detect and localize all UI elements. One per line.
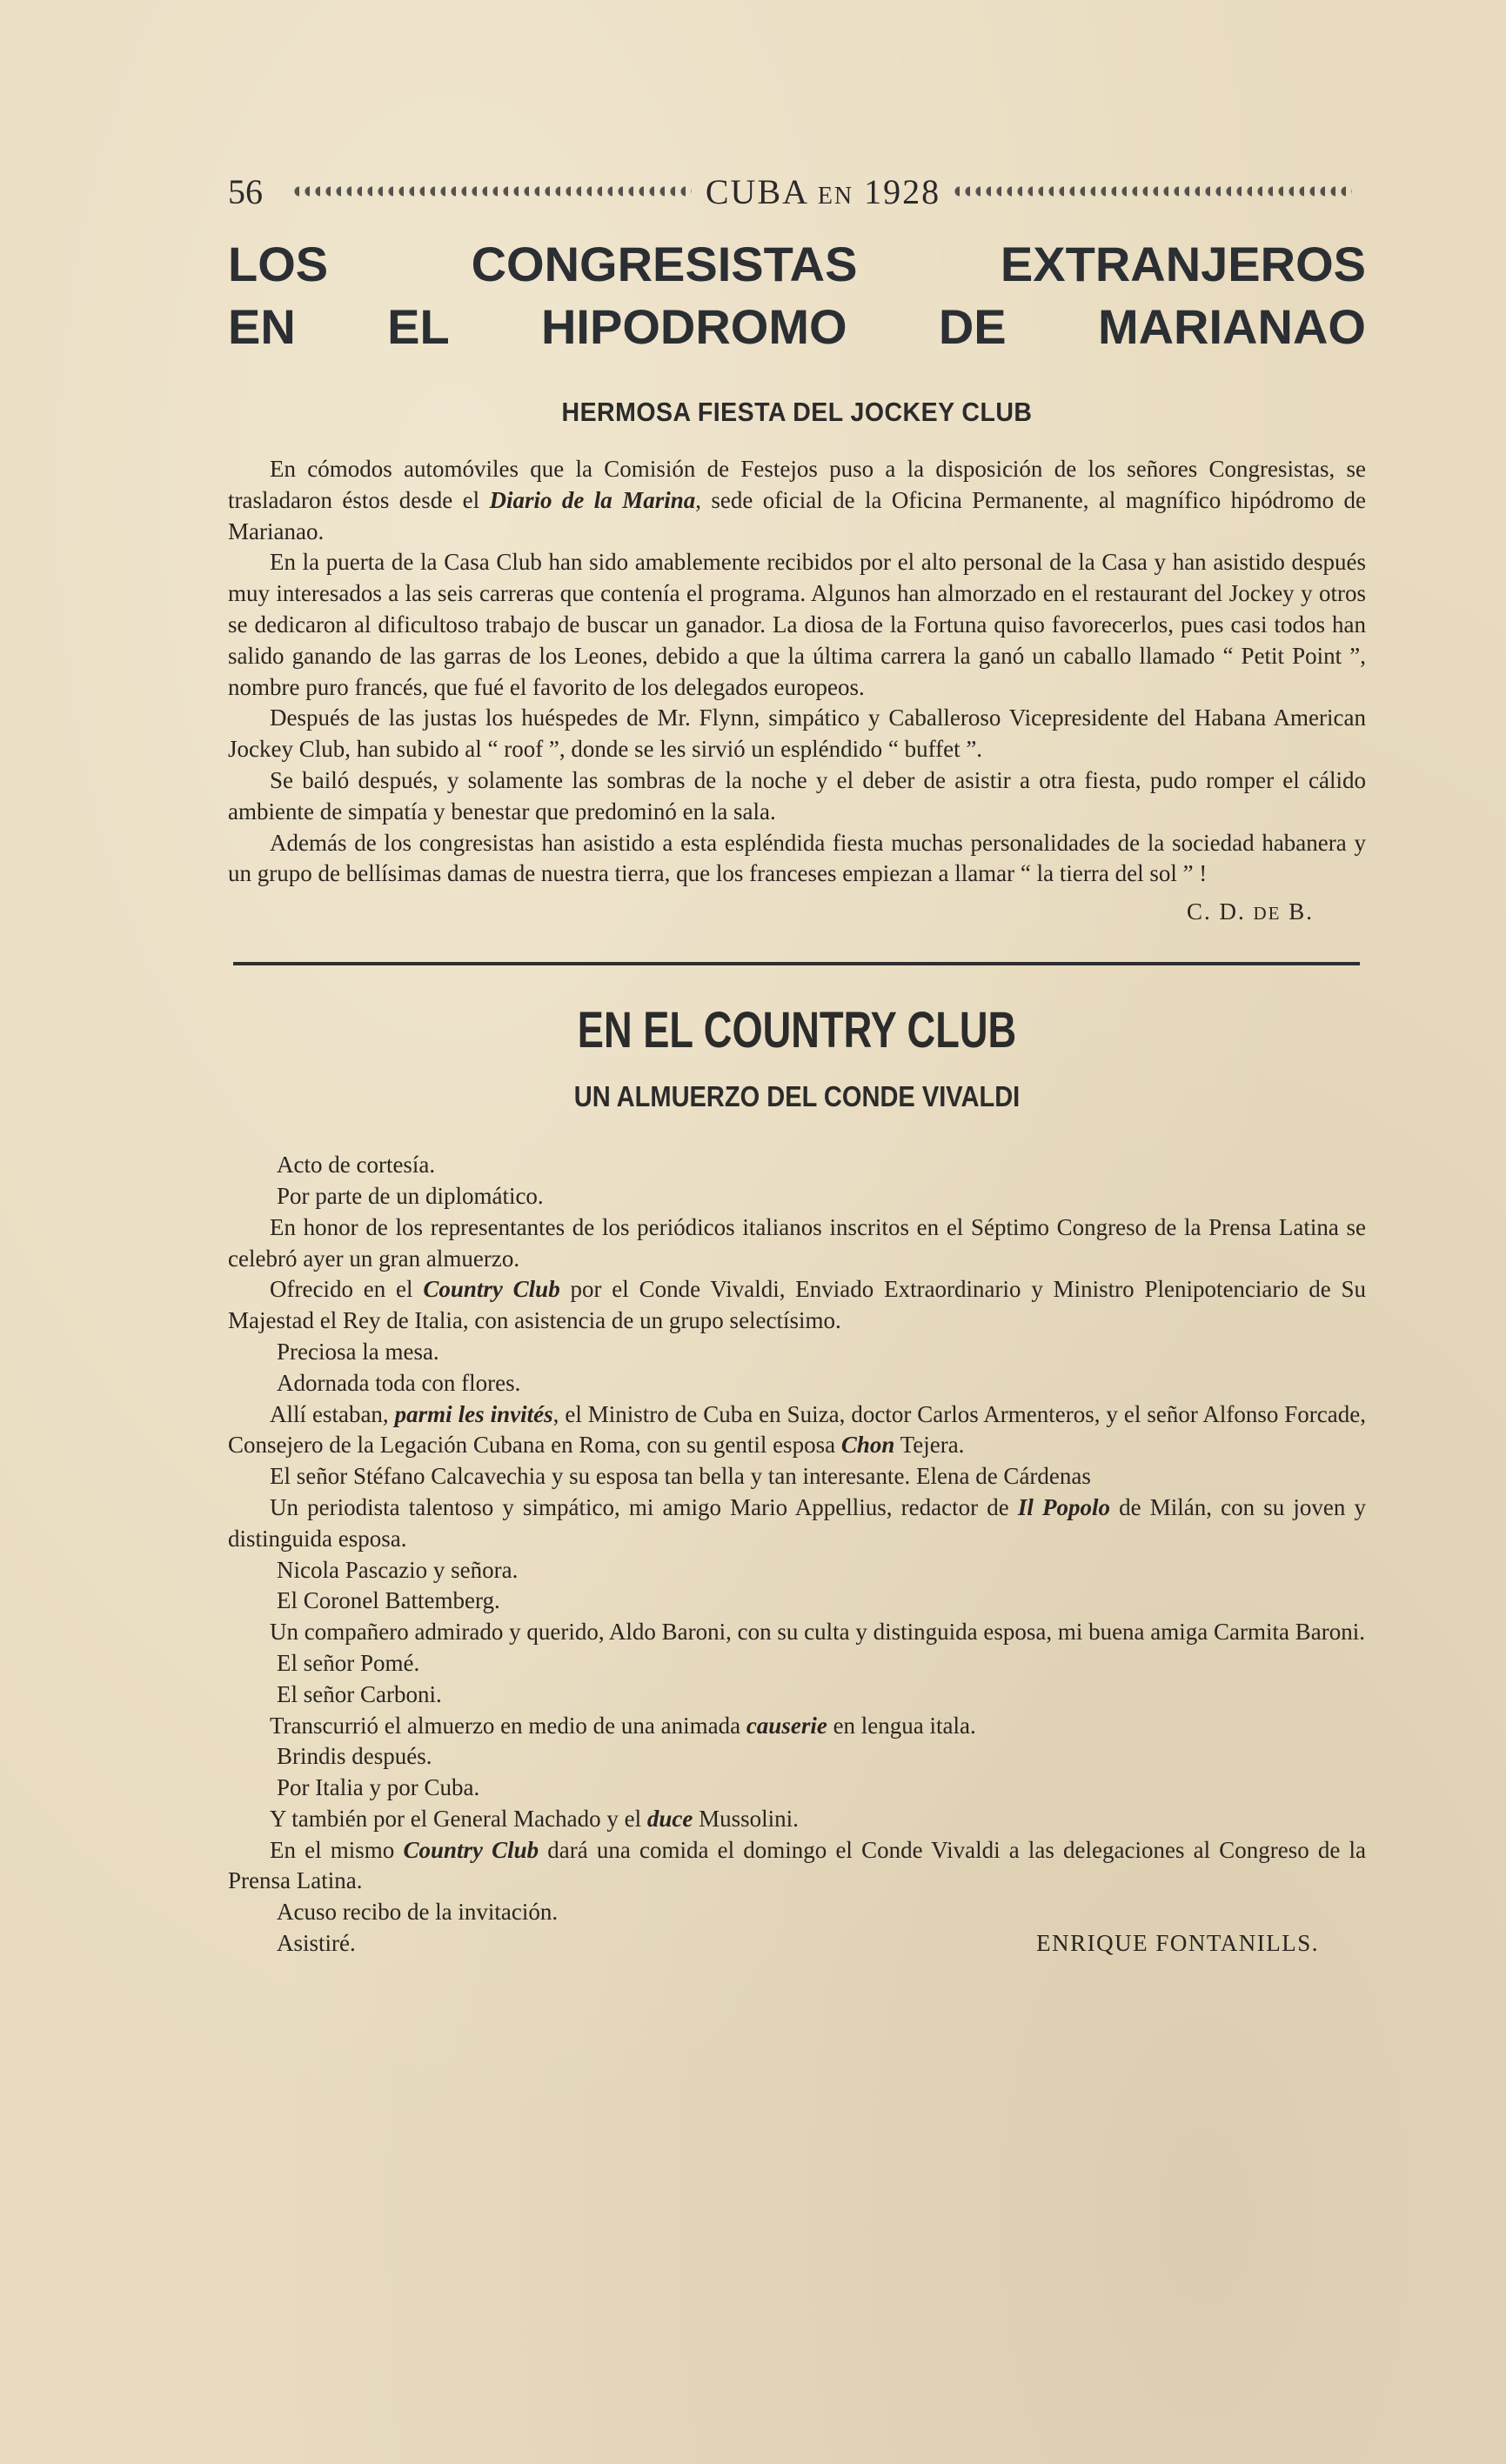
text-run: Y también por el General Machado y el <box>270 1805 647 1832</box>
title-year: 1928 <box>864 171 941 211</box>
article2-line: Nicola Pascazio y señora. <box>277 1556 519 1583</box>
headline-word: DE <box>938 299 1007 354</box>
italic-run: parmi les invités <box>394 1400 553 1427</box>
text-run: Transcurrió el almuerzo en medio de una animada <box>270 1712 746 1739</box>
article1-paragraph-1 <box>228 454 1366 547</box>
italic-run: Diario de la Marina <box>489 486 696 513</box>
article1-paragraph-3: Después de las justas los huéspedes de Mr. Flynn, simpático y Caballeroso Vicepresidente del Habana American Jockey Club, han subido al “ roof ”, donde se les sirvió un espléndido “ buffet ”. <box>228 704 1366 763</box>
text-run: En cómodos automóviles que la Comisión de Festejos puso a la disposición de los señores Congresistas, se trasladaron éstos desde el <box>228 456 1366 513</box>
article2-paragraph <box>228 1492 1366 1555</box>
article2-line: Brindis después. <box>277 1743 432 1770</box>
article2-paragraph: En honor de los representantes de los periódicos italianos inscritos en el Séptimo Congreso de la Prensa Latina se celebró ayer un gran almuerzo. <box>228 1213 1366 1272</box>
text-run: de Milán, con su joven y distinguida esposa. <box>228 1493 1366 1552</box>
headline-word: EXTRANJEROS <box>1000 237 1366 291</box>
article2-paragraph <box>228 1711 1366 1742</box>
article1-paragraph-5: Además de los congresistas han asistido a esta espléndida fiesta muchas personalidades de la sociedad habanera y un grupo de bellísimas damas de nuestra tierra, que los franceses empiezan a llamar “ la tierra del sol ” ! <box>228 829 1366 887</box>
article1-paragraph-2: En la puerta de la Casa Club han sido amablemente recibidos por el alto personal de la Casa y han asistido después muy interesados a las seis carreras que contenía el programa. Algunos han almorzado en el restaurant del Jockey y otros se dedicaron al dificultoso trabajo de buscar un ganador. La diosa de la Fortuna quiso favorecerlos, pues casi todos han salido ganando de las garras de los Leones, debido a que la última carrera la ganó un caballo llamado “ Petit Point ”, nombre puro francés, que fué el favorito de los delegados europeos. <box>228 549 1366 700</box>
article2-headline: EN EL COUNTRY CLUB <box>577 1002 1017 1059</box>
italic-run: Country Club <box>403 1836 539 1863</box>
article2-paragraph <box>228 1835 1366 1898</box>
page-number: 56 <box>228 171 263 211</box>
headline-word: MARIANAO <box>1097 299 1366 354</box>
title-main: CUBA <box>705 171 807 211</box>
text-run: Mussolini. <box>693 1805 799 1832</box>
article2-line: Por Italia y por Cuba. <box>277 1774 480 1801</box>
article2-line: El señor Pomé. <box>277 1649 420 1676</box>
article2-line: Por parte de un diplomático. <box>277 1182 544 1209</box>
italic-run: causerie <box>746 1712 827 1739</box>
article2-line: Adornada toda con flores. <box>277 1369 521 1396</box>
article2-line: Asistiré. <box>277 1930 356 1957</box>
headline-word: CONGRESISTAS <box>471 237 858 291</box>
headline-word: EN <box>228 299 296 354</box>
headline-line-2 <box>228 296 1366 358</box>
text-run: Ofrecido en el <box>270 1276 424 1303</box>
article2-subheading: UN ALMUERZO DEL CONDE VIVALDI <box>573 1080 1021 1113</box>
wavy-ornament-left <box>294 184 692 198</box>
text-run: dará una comida el domingo el Conde Vivaldi a las delegaciones al Congreso de la Prensa Latina. <box>228 1836 1366 1894</box>
publication-title <box>706 171 940 212</box>
article2-paragraph: Un compañero admirado y querido, Aldo Baroni, con su culta y distinguida esposa, mi buena amiga Carmita Baroni. <box>270 1619 1365 1646</box>
article1-signature <box>228 898 1366 925</box>
article2-line: Preciosa la mesa. <box>277 1338 439 1365</box>
italic-run: Country Club <box>423 1276 560 1303</box>
text-run: Allí estaban, <box>270 1400 395 1427</box>
article2-line: El Coronel Battemberg. <box>277 1587 500 1614</box>
text-run: en lengua itala. <box>827 1712 976 1739</box>
article1-paragraph-4: Se bailó después, y solamente las sombras de la noche y el deber de asistir a otra fiesta, pudo romper el cálido ambiente de simpatía y benestar que predominó en la sala. <box>228 766 1366 825</box>
article2-signature: ENRIQUE FONTANILLS. <box>1036 1930 1319 1957</box>
headline-word: HIPODROMO <box>540 299 847 354</box>
page-content <box>228 165 1366 1960</box>
text-run: B. <box>1281 898 1314 925</box>
article2-closing <box>228 1928 1366 1960</box>
text-run: , sede oficial de la Oficina Permanente, al magnífico hipódromo de Marianao. <box>228 486 1366 544</box>
title-en: EN <box>817 182 854 210</box>
text-run: por el Conde Vivaldi, Enviado Extraordinario y Ministro Plenipotenciario de Su Majestad el Rey de Italia, con asistencia de un grupo selectísimo. <box>228 1276 1366 1334</box>
headline-word: LOS <box>228 237 329 291</box>
text-run: Un periodista talentoso y simpático, mi amigo Mario Appellius, redactor de <box>270 1493 1018 1520</box>
text-run: C. D. <box>1186 898 1254 925</box>
article1-subheading: HERMOSA FIESTA DEL JOCKEY CLUB <box>561 397 1033 427</box>
text-run: En el mismo <box>270 1836 404 1863</box>
article2-paragraph <box>228 1274 1366 1337</box>
article2-line: El señor Carboni. <box>277 1680 442 1707</box>
headline-line-1 <box>228 233 1366 296</box>
italic-run: duce <box>646 1805 693 1832</box>
text-run: , el Ministro de Cuba en Suiza, doctor Carlos Armenteros, y el señor Alfonso Forcade, Consejero de la Legación Cubana en Roma, con su gentil esposa <box>228 1400 1366 1459</box>
section-divider <box>233 962 1360 965</box>
headline-word: EL <box>387 299 450 354</box>
article2-line: Acto de cortesía. <box>277 1152 436 1179</box>
italic-run: Il Popolo <box>1017 1493 1110 1520</box>
running-head <box>228 165 1366 217</box>
text-run: DE <box>1253 903 1282 925</box>
text-run: Tejera. <box>894 1432 965 1459</box>
article2-line: Acuso recibo de la invitación. <box>277 1899 559 1926</box>
article2-paragraph: El señor Stéfano Calcavechia y su esposa tan bella y tan interesante. Elena de Cárdenas <box>270 1463 1091 1490</box>
italic-run: Chon <box>840 1432 895 1459</box>
wavy-ornament-right <box>954 184 1352 198</box>
article2-paragraph <box>228 1399 1366 1462</box>
article2-paragraph <box>228 1804 1366 1835</box>
